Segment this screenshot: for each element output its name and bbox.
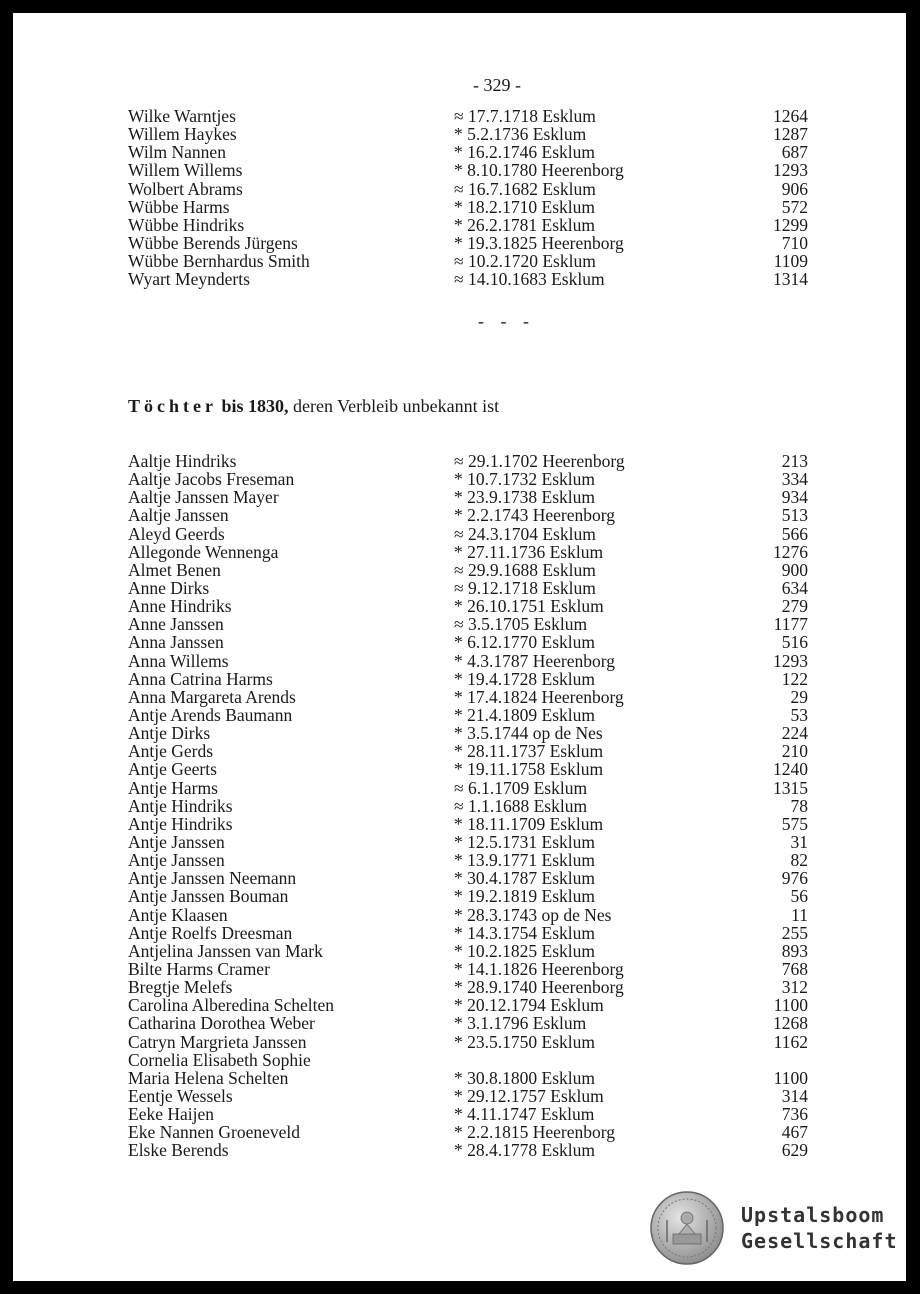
entry-name: Wübbe Berends Jürgens [128, 232, 298, 253]
entry-name: Antje Janssen Neemann [128, 868, 297, 889]
entry-date: * 29.12.1757 Esklum [454, 1085, 604, 1106]
entry-number: 934 [781, 487, 808, 508]
entry-name: Wübbe Hindriks [128, 214, 245, 235]
entry-name: Aaltje Janssen [128, 505, 229, 526]
list-item [128, 1051, 828, 1069]
entry-date: * 10.2.1825 Esklum [454, 940, 595, 961]
entry-name: Wolbert Abrams [128, 178, 243, 199]
entry-name: Anne Janssen [128, 614, 224, 635]
entry-date: * 23.5.1750 Esklum [454, 1031, 595, 1052]
entry-number: 78 [790, 795, 808, 816]
sons-list [128, 107, 828, 288]
logo-text [741, 1202, 898, 1254]
entry-name: Anne Hindriks [128, 596, 232, 617]
entry-name: Bilte Harms Cramer [128, 958, 270, 979]
entry-name: Anna Willems [128, 650, 229, 671]
entry-number: 1276 [773, 541, 808, 562]
entry-date: * 28.9.1740 Heerenborg [454, 977, 624, 998]
entry-name: Anna Janssen [128, 632, 224, 653]
entry-date: * 26.2.1781 Esklum [454, 214, 595, 235]
entry-name: Anna Catrina Harms [128, 668, 273, 689]
entry-date: * 18.11.1709 Esklum [454, 813, 604, 834]
entry-name: Elske Berends [128, 1140, 229, 1161]
entry-date: * 28.3.1743 op de Nes [454, 904, 612, 925]
entry-name: Antje Janssen Bouman [128, 886, 289, 907]
list-item [128, 942, 828, 960]
entry-date: * 19.2.1819 Esklum [454, 886, 595, 907]
heading-word: Töchter [128, 396, 217, 416]
entry-date: * 12.5.1731 Esklum [454, 831, 595, 852]
entry-date: ≈ 14.10.1683 Esklum [454, 269, 605, 290]
entry-date: * 6.12.1770 Esklum [454, 632, 595, 653]
list-item [128, 1123, 828, 1141]
list-item [128, 960, 828, 978]
seal-icon [649, 1190, 725, 1266]
entry-date: * 8.10.1780 Heerenborg [454, 160, 624, 181]
list-item [128, 1141, 828, 1159]
entry-date: * 26.10.1751 Esklum [454, 596, 604, 617]
entry-number: 976 [781, 868, 808, 889]
entry-number: 1314 [773, 269, 808, 290]
entry-number: 1315 [773, 777, 808, 798]
entry-number: 312 [781, 977, 808, 998]
heading-bis: bis 1830, [221, 396, 289, 416]
entry-name: Anna Margareta Arends [128, 686, 296, 707]
entry-number: 900 [781, 559, 808, 580]
entry-number: 279 [781, 596, 808, 617]
entry-number: 893 [781, 940, 808, 961]
entry-date: ≈ 29.1.1702 Heerenborg [454, 451, 625, 471]
entry-number: 575 [781, 813, 808, 834]
entry-number: 82 [790, 850, 808, 871]
entry-date: ≈ 17.7.1718 Esklum [454, 106, 596, 126]
entry-number: 516 [781, 632, 808, 653]
entry-number: 31 [790, 831, 808, 852]
list-item [128, 470, 828, 488]
entry-date: * 10.7.1732 Esklum [454, 469, 595, 490]
list-item [128, 1014, 828, 1032]
list-item [128, 506, 828, 524]
entry-number: 629 [781, 1140, 808, 1161]
list-item [128, 1105, 828, 1123]
list-item [128, 270, 828, 288]
entry-date: * 14.3.1754 Esklum [454, 922, 595, 943]
entry-name: Antje Harms [128, 777, 218, 798]
entry-number: 1293 [773, 160, 808, 181]
section-heading [128, 396, 499, 417]
entry-name: Eke Nannen Groeneveld [128, 1122, 301, 1143]
list-item [128, 996, 828, 1014]
entry-name: Maria Helena Schelten [128, 1067, 289, 1088]
list-item [128, 107, 828, 125]
entry-number: 224 [781, 723, 808, 744]
entry-number: 122 [781, 668, 808, 689]
entry-number: 467 [781, 1122, 808, 1143]
entry-name: Wübbe Bernhardus Smith [128, 251, 310, 272]
entry-name: Wilke Warntjes [128, 106, 236, 126]
list-item [128, 1033, 828, 1051]
entry-number: 736 [781, 1104, 808, 1125]
list-item [128, 742, 828, 760]
list-item [128, 234, 828, 252]
entry-number: 1109 [773, 251, 808, 272]
entry-name: Antje Janssen [128, 831, 225, 852]
entry-name: Antje Roelfs Dreesman [128, 922, 293, 943]
entry-date: ≈ 1.1.1688 Esklum [454, 795, 588, 816]
entry-number: 906 [781, 178, 808, 199]
entry-date: ≈ 3.5.1705 Esklum [454, 614, 588, 635]
list-item [128, 978, 828, 996]
entry-name: Aaltje Janssen Mayer [128, 487, 279, 508]
entry-date: * 4.11.1747 Esklum [454, 1104, 595, 1125]
entry-name: Wyart Meynderts [128, 269, 250, 290]
entry-name: Willem Willems [128, 160, 243, 181]
list-item [128, 670, 828, 688]
entry-number: 314 [781, 1085, 808, 1106]
section-separator: - - - [478, 311, 535, 331]
entry-name: Antje Hindriks [128, 813, 233, 834]
entry-number: 56 [790, 886, 808, 907]
list-item [128, 525, 828, 543]
heading-rest: deren Verbleib unbekannt ist [288, 396, 500, 416]
entry-date: * 14.1.1826 Heerenborg [454, 958, 624, 979]
entry-number: 210 [781, 741, 808, 762]
list-item [128, 579, 828, 597]
entry-number: 1264 [773, 106, 808, 126]
entry-date: ≈ 29.9.1688 Esklum [454, 559, 596, 580]
entry-name: Eeke Haijen [128, 1104, 214, 1125]
entry-date: * 19.3.1825 Heerenborg [454, 232, 624, 253]
entry-name: Almet Benen [128, 559, 221, 580]
entry-date: * 30.8.1800 Esklum [454, 1067, 595, 1088]
entry-name: Bregtje Melefs [128, 977, 233, 998]
list-item [128, 815, 828, 833]
entry-date: * 20.12.1794 Esklum [454, 995, 604, 1016]
entry-date: * 19.4.1728 Esklum [454, 668, 595, 689]
list-item [128, 143, 828, 161]
daughters-list [128, 452, 828, 1159]
entry-number: 572 [781, 196, 808, 217]
entry-date: ≈ 24.3.1704 Esklum [454, 523, 596, 544]
entry-date: * 4.3.1787 Heerenborg [454, 650, 616, 671]
list-item [128, 561, 828, 579]
list-item [128, 706, 828, 724]
entry-name: Anne Dirks [128, 577, 210, 598]
entry-number: 29 [790, 686, 808, 707]
entry-number: 11 [791, 904, 808, 925]
entry-name: Antje Geerts [128, 759, 217, 780]
entry-date: * 3.1.1796 Esklum [454, 1013, 587, 1034]
list-item [128, 688, 828, 706]
entry-name: Antje Dirks [128, 723, 211, 744]
list-item [128, 906, 828, 924]
list-item [128, 869, 828, 887]
list-item [128, 452, 828, 470]
logo-line1: Upstalsboom [741, 1203, 885, 1227]
list-item [128, 180, 828, 198]
list-item [128, 125, 828, 143]
document-page [13, 13, 906, 1281]
list-item [128, 198, 828, 216]
entry-number: 1293 [773, 650, 808, 671]
logo-line2: Gesellschaft [741, 1229, 898, 1253]
entry-name: Antje Gerds [128, 741, 214, 762]
entry-number: 1240 [773, 759, 808, 780]
entry-date: * 19.11.1758 Esklum [454, 759, 604, 780]
entry-name: Aleyd Geerds [128, 523, 225, 544]
entry-number: 768 [781, 958, 808, 979]
list-item [128, 633, 828, 651]
entry-number: 513 [781, 505, 808, 526]
entry-date: * 13.9.1771 Esklum [454, 850, 595, 871]
entry-name: Antje Klaasen [128, 904, 228, 925]
entry-number: 1100 [773, 1067, 808, 1088]
entry-date: ≈ 6.1.1709 Esklum [454, 777, 588, 798]
page-number: - 329 - [473, 75, 521, 95]
list-item [128, 161, 828, 179]
entry-date: ≈ 16.7.1682 Esklum [454, 178, 596, 199]
entry-date: * 18.2.1710 Esklum [454, 196, 595, 217]
list-item [128, 543, 828, 561]
list-item [128, 851, 828, 869]
entry-date: * 21.4.1809 Esklum [454, 704, 595, 725]
entry-name: Eentje Wessels [128, 1085, 233, 1106]
list-item [128, 724, 828, 742]
entry-date: * 28.4.1778 Esklum [454, 1140, 595, 1161]
list-item [128, 887, 828, 905]
entry-name: Wübbe Harms [128, 196, 230, 217]
list-item [128, 615, 828, 633]
list-item [128, 1069, 828, 1087]
entry-name: Antje Janssen [128, 850, 225, 871]
entry-number: 213 [781, 451, 808, 471]
entry-number: 1162 [773, 1031, 808, 1052]
entry-number: 1299 [773, 214, 808, 235]
entry-date: * 5.2.1736 Esklum [454, 124, 587, 145]
entry-date: ≈ 10.2.1720 Esklum [454, 251, 596, 272]
entry-date: * 30.4.1787 Esklum [454, 868, 595, 889]
entry-number: 1268 [773, 1013, 808, 1034]
entry-name: Antje Hindriks [128, 795, 233, 816]
entry-date: * 17.4.1824 Heerenborg [454, 686, 624, 707]
entry-date: * 2.2.1815 Heerenborg [454, 1122, 616, 1143]
list-item [128, 833, 828, 851]
entry-name: Aaltje Hindriks [128, 451, 237, 471]
entry-date: * 23.9.1738 Esklum [454, 487, 595, 508]
entry-name: Cornelia Elisabeth Sophie [128, 1049, 311, 1070]
entry-name: Catharina Dorothea Weber [128, 1013, 315, 1034]
entry-name: Aaltje Jacobs Freseman [128, 469, 295, 490]
entry-number: 1100 [773, 995, 808, 1016]
entry-number: 634 [781, 577, 808, 598]
list-item [128, 488, 828, 506]
list-item [128, 924, 828, 942]
list-item [128, 760, 828, 778]
list-item [128, 779, 828, 797]
list-item [128, 1087, 828, 1105]
list-item [128, 252, 828, 270]
list-item [128, 597, 828, 615]
entry-name: Antje Arends Baumann [128, 704, 293, 725]
list-item [128, 216, 828, 234]
entry-name: Allegonde Wennenga [128, 541, 279, 562]
entry-date: * 16.2.1746 Esklum [454, 142, 595, 163]
entry-number: 53 [790, 704, 808, 725]
list-item [128, 797, 828, 815]
entry-date: * 3.5.1744 op de Nes [454, 723, 603, 744]
entry-number: 334 [781, 469, 808, 490]
list-item [128, 652, 828, 670]
entry-name: Wilm Nannen [128, 142, 226, 163]
entry-date: ≈ 9.12.1718 Esklum [454, 577, 596, 598]
entry-name: Carolina Alberedina Schelten [128, 995, 335, 1016]
entry-number: 687 [781, 142, 808, 163]
entry-number: 1177 [773, 614, 808, 635]
entry-name: Catryn Margrieta Janssen [128, 1031, 307, 1052]
entry-date: * 2.2.1743 Heerenborg [454, 505, 616, 526]
entry-name: Willem Haykes [128, 124, 237, 145]
entry-date: * 27.11.1736 Esklum [454, 541, 604, 562]
society-logo [649, 1190, 899, 1270]
entry-number: 566 [781, 523, 808, 544]
entry-number: 255 [781, 922, 808, 943]
entry-number: 710 [781, 232, 808, 253]
entry-date: * 28.11.1737 Esklum [454, 741, 604, 762]
entry-name: Antjelina Janssen van Mark [128, 940, 323, 961]
entry-number: 1287 [773, 124, 808, 145]
